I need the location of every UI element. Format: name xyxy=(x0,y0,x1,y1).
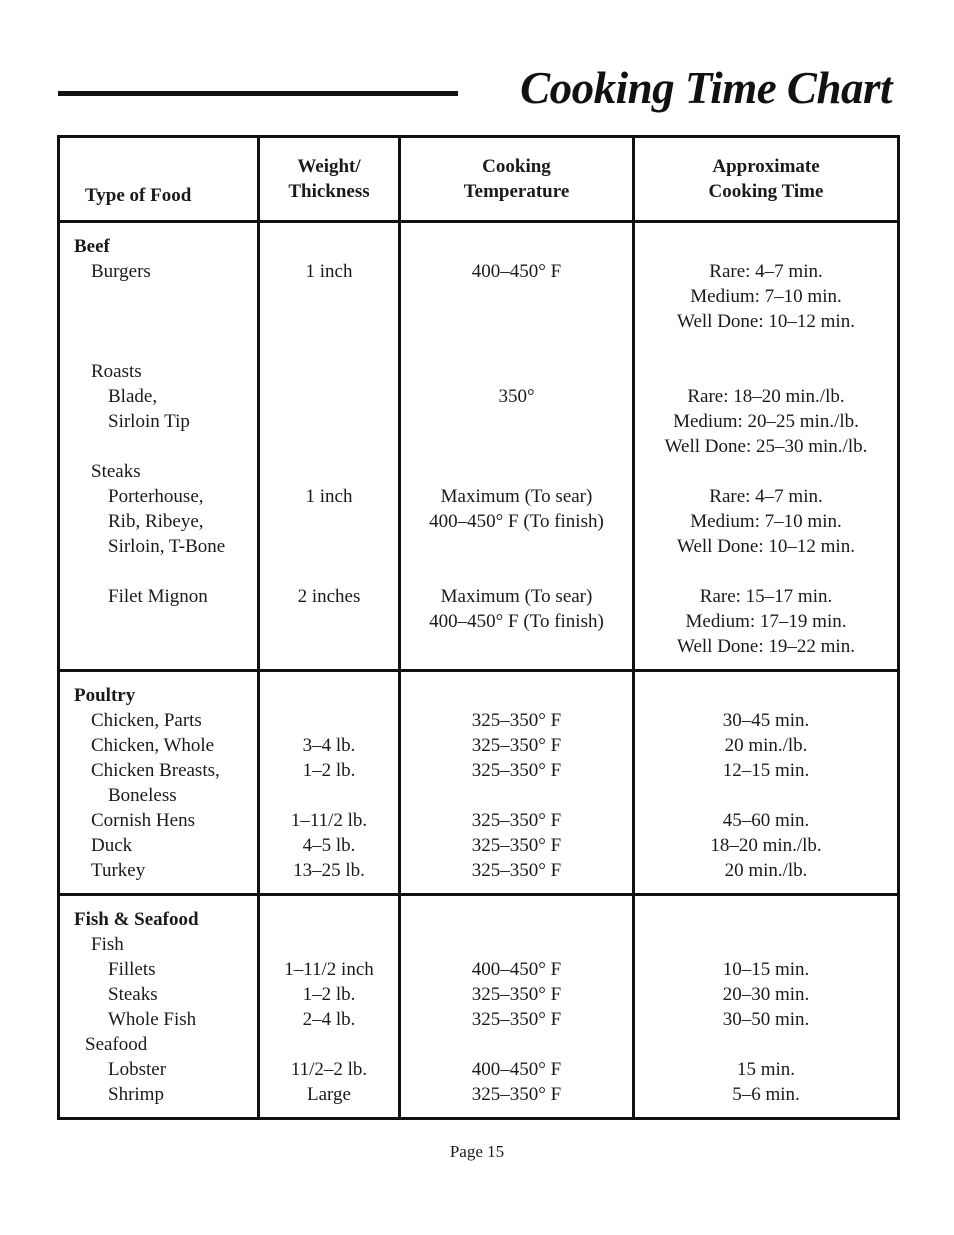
header-line: Cooking xyxy=(482,156,551,177)
temperature-value: 325–350° F xyxy=(471,710,562,731)
header-line: Cooking Time xyxy=(708,181,824,202)
food-name: Filet Mignon xyxy=(108,586,208,607)
temperature-value: 325–350° F xyxy=(471,1084,562,1105)
page-title: Cooking Time Chart xyxy=(520,63,892,113)
temperature-cell xyxy=(400,671,634,895)
food-name: Steaks xyxy=(91,461,141,482)
cooking-time-value: Well Done: 19–22 min. xyxy=(677,636,855,657)
weight-value: 13–25 lb. xyxy=(293,860,365,881)
header-line: Weight/ xyxy=(297,156,361,177)
temperature-value xyxy=(401,409,632,434)
weight-value xyxy=(260,932,398,957)
food-name: Sirloin Tip xyxy=(108,411,190,432)
food-name xyxy=(60,284,257,309)
food-name: Chicken, Parts xyxy=(91,710,202,731)
header-line: Thickness xyxy=(288,181,370,202)
blank-line xyxy=(635,234,897,259)
cooking-time-value: Well Done: 10–12 min. xyxy=(677,536,855,557)
food-name: Porterhouse, xyxy=(108,486,204,507)
temperature-cell xyxy=(400,895,634,1119)
temperature-value: 325–350° F xyxy=(471,1009,562,1030)
cooking-time-value xyxy=(635,559,897,584)
temperature-value: 400–450° F xyxy=(471,1059,562,1080)
temperature-value: 325–350° F xyxy=(471,760,562,781)
food-name xyxy=(60,559,257,584)
temperature-value xyxy=(401,1032,632,1057)
temperature-value: 325–350° F xyxy=(471,984,562,1005)
cooking-time-value: Medium: 17–19 min. xyxy=(685,611,847,632)
temperature-value xyxy=(401,932,632,957)
temperature-value xyxy=(401,284,632,309)
weight-cell xyxy=(259,222,400,671)
food-type-cell xyxy=(59,222,259,671)
header-cooking-temperature xyxy=(400,137,634,222)
weight-value: 2–4 lb. xyxy=(302,1009,356,1030)
temperature-value xyxy=(401,634,632,659)
food-name: Fish xyxy=(91,934,124,955)
table-header-row xyxy=(59,137,899,222)
cooking-time-value: 20 min./lb. xyxy=(724,860,808,881)
blank-line xyxy=(635,683,897,708)
weight-value: 4–5 lb. xyxy=(302,835,356,856)
temperature-value: 325–350° F xyxy=(471,810,562,831)
header-line: Temperature xyxy=(463,181,570,202)
food-name xyxy=(60,334,257,359)
temperature-value xyxy=(401,334,632,359)
weight-value xyxy=(260,459,398,484)
cooking-time-cell xyxy=(634,895,899,1119)
food-name: Boneless xyxy=(108,785,177,806)
temperature-value: 325–350° F xyxy=(471,835,562,856)
header-weight-thickness xyxy=(259,137,400,222)
food-name: Cornish Hens xyxy=(91,810,195,831)
weight-cell xyxy=(259,671,400,895)
temperature-value: 400–450° F xyxy=(471,261,562,282)
temperature-value xyxy=(401,359,632,384)
food-name xyxy=(60,634,257,659)
weight-value xyxy=(260,1032,398,1057)
weight-value xyxy=(260,334,398,359)
blank-line xyxy=(260,907,398,932)
cooking-time-value: Rare: 18–20 min./lb. xyxy=(687,386,845,407)
temperature-cell xyxy=(400,222,634,671)
food-name: Duck xyxy=(91,835,133,856)
header-approximate-cooking-time xyxy=(634,137,899,222)
cooking-time-value: 10–15 min. xyxy=(722,959,810,980)
cooking-time-value xyxy=(635,334,897,359)
food-name: Burgers xyxy=(91,261,151,282)
cooking-time-value xyxy=(635,359,897,384)
header-type-of-food xyxy=(59,137,259,222)
food-name: Roasts xyxy=(91,361,142,382)
blank-line xyxy=(401,234,632,259)
cooking-time-value: 15 min. xyxy=(736,1059,796,1080)
section-heading: Fish & Seafood xyxy=(74,909,199,930)
cooking-time-value: Well Done: 25–30 min./lb. xyxy=(664,436,868,457)
section-heading: Poultry xyxy=(74,685,136,706)
food-name: Chicken Breasts, xyxy=(91,760,220,781)
table-body xyxy=(59,222,899,1119)
food-name: Blade, xyxy=(108,386,158,407)
blank-line xyxy=(635,907,897,932)
temperature-value: 325–350° F xyxy=(471,735,562,756)
weight-value xyxy=(260,359,398,384)
food-name: Seafood xyxy=(85,1034,148,1055)
food-name: Shrimp xyxy=(108,1084,164,1105)
cooking-time-value: Medium: 7–10 min. xyxy=(690,511,842,532)
weight-value xyxy=(260,534,398,559)
page-number: Page 15 xyxy=(449,1142,505,1161)
weight-value: 1 inch xyxy=(305,261,353,282)
cooking-time-value: Rare: 4–7 min. xyxy=(709,261,823,282)
temperature-value xyxy=(401,534,632,559)
food-name: Lobster xyxy=(108,1059,167,1080)
cooking-time-value: 18–20 min./lb. xyxy=(710,835,822,856)
food-name xyxy=(60,434,257,459)
food-name: Whole Fish xyxy=(108,1009,197,1030)
weight-value: Large xyxy=(307,1084,351,1105)
header-line: Type of Food xyxy=(85,185,192,206)
food-name: Rib, Ribeye, xyxy=(108,511,204,532)
cooking-time-value: 20–30 min. xyxy=(722,984,810,1005)
temperature-value: Maximum (To sear) xyxy=(440,586,593,607)
cooking-time-cell xyxy=(634,222,899,671)
temperature-value xyxy=(401,434,632,459)
weight-value: 1–11/2 inch xyxy=(284,959,374,980)
temperature-value: 325–350° F xyxy=(471,860,562,881)
food-name: Steaks xyxy=(108,984,158,1005)
cooking-time-value xyxy=(635,459,897,484)
section-row-poultry xyxy=(59,671,899,895)
food-name xyxy=(60,609,257,634)
weight-value xyxy=(260,559,398,584)
cooking-time-value xyxy=(635,932,897,957)
weight-value: 11/2–2 lb. xyxy=(290,1059,368,1080)
header-line: Approximate xyxy=(712,156,820,177)
weight-value xyxy=(260,284,398,309)
temperature-value xyxy=(401,309,632,334)
cooking-time-value: 45–60 min. xyxy=(722,810,810,831)
cooking-time-value: Rare: 15–17 min. xyxy=(699,586,833,607)
weight-value xyxy=(260,509,398,534)
blank-line xyxy=(401,683,632,708)
blank-line xyxy=(260,234,398,259)
cooking-time-value xyxy=(635,783,897,808)
food-name: Sirloin, T-Bone xyxy=(108,536,226,557)
weight-value xyxy=(260,309,398,334)
section-row-beef xyxy=(59,222,899,671)
section-row-fish-and-seafood xyxy=(59,895,899,1119)
weight-value: 1–11/2 lb. xyxy=(290,810,368,831)
temperature-value: 350° xyxy=(498,386,535,407)
weight-value: 2 inches xyxy=(297,586,361,607)
section-heading: Beef xyxy=(74,236,110,257)
food-type-cell xyxy=(59,895,259,1119)
temperature-value: Maximum (To sear) xyxy=(440,486,593,507)
food-name: Chicken, Whole xyxy=(91,735,215,756)
cooking-time-value: 5–6 min. xyxy=(732,1084,800,1105)
weight-value xyxy=(260,783,398,808)
temperature-value: 400–450° F xyxy=(471,959,562,980)
cooking-time-value: Well Done: 10–12 min. xyxy=(677,311,855,332)
temperature-value: 400–450° F (To finish) xyxy=(429,511,604,532)
cooking-time-table xyxy=(57,135,900,1120)
temperature-value xyxy=(401,783,632,808)
cooking-time-value: 20 min./lb. xyxy=(724,735,808,756)
blank-line xyxy=(260,683,398,708)
food-name: Fillets xyxy=(108,959,156,980)
blank-line xyxy=(401,907,632,932)
weight-value: 1–2 lb. xyxy=(302,984,356,1005)
weight-value: 3–4 lb. xyxy=(302,735,356,756)
weight-value xyxy=(260,384,398,409)
weight-value: 1–2 lb. xyxy=(302,760,356,781)
title-rule xyxy=(58,91,458,96)
weight-value xyxy=(260,609,398,634)
food-name xyxy=(60,309,257,334)
weight-value xyxy=(260,409,398,434)
weight-cell xyxy=(259,895,400,1119)
cooking-time-value: 12–15 min. xyxy=(722,760,810,781)
cooking-time-cell xyxy=(634,671,899,895)
weight-value xyxy=(260,708,398,733)
cooking-time-value: 30–45 min. xyxy=(722,710,810,731)
weight-value xyxy=(260,434,398,459)
temperature-value xyxy=(401,459,632,484)
cooking-time-value xyxy=(635,1032,897,1057)
temperature-value: 400–450° F (To finish) xyxy=(429,611,604,632)
cooking-time-value: Medium: 7–10 min. xyxy=(690,286,842,307)
weight-value: 1 inch xyxy=(305,486,353,507)
food-type-cell xyxy=(59,671,259,895)
temperature-value xyxy=(401,559,632,584)
food-name: Turkey xyxy=(91,860,146,881)
cooking-time-value: 30–50 min. xyxy=(722,1009,810,1030)
weight-value xyxy=(260,634,398,659)
cooking-time-value: Rare: 4–7 min. xyxy=(709,486,823,507)
cooking-time-value: Medium: 20–25 min./lb. xyxy=(673,411,859,432)
